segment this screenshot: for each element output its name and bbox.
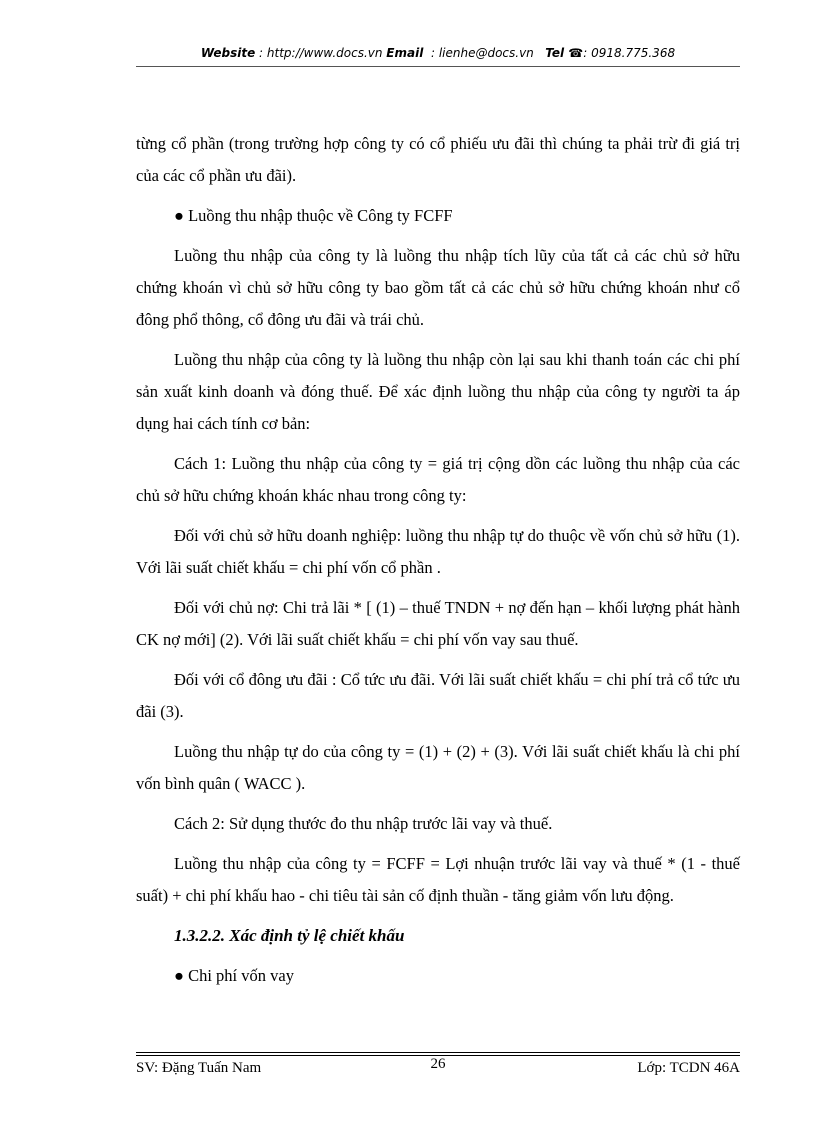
paragraph-3: Luồng thu nhập của công ty là luồng thu nhập còn lại sau khi thanh toán các chi phí sản xuất kinh doanh và đóng thuế. Để xác định luồng thu nhập của công ty người ta áp dụng hai cách tính cơ bản: [136, 350, 740, 433]
tel-label: Tel ☎ [545, 46, 584, 60]
bullet-fcff: ● Luồng thu nhập thuộc về Công ty FCFF [174, 206, 453, 225]
footer-student: SV: Đặng Tuấn Nam [136, 1060, 262, 1076]
footer-divider-top [136, 1052, 740, 1053]
paragraph-4: Cách 1: Luồng thu nhập của công ty = giá trị cộng dồn các luồng thu nhập của các chủ sở hữu chứng khoán khác nhau trong công ty: [136, 454, 740, 505]
paragraph-9: Cách 2: Sử dụng thước đo thu nhập trước lãi vay và thuế. [174, 814, 553, 833]
paragraph-10: Luồng thu nhập của công ty = FCFF = Lợi nhuận trước lãi vay và thuế * (1 - thuế suất) + chi phí khấu hao - chi tiêu tài sản cố định thuần - tăng giảm vốn lưu động. [136, 854, 740, 905]
paragraph-2: Luồng thu nhập của công ty là luồng thu nhập tích lũy của tất cả các chủ sở hữu chứng khoán vì chủ sở hữu công ty bao gồm tất cả các chủ sở hữu chứng khoán như cổ đông phổ thông, cổ đông ưu đãi và trái chủ. [136, 246, 740, 329]
page-header [136, 46, 740, 60]
email-value: : lienhe@docs.vn [423, 46, 546, 60]
document-body [136, 128, 740, 1000]
email-label: Email [386, 46, 424, 60]
website-label: Website [200, 46, 256, 60]
paragraph-7: Đối với cổ đông ưu đãi : Cổ tức ưu đãi. Với lãi suất chiết khấu = chi phí trả cổ tức ưu đãi (3). [136, 670, 740, 721]
footer-class: Lớp: TCDN 46A [637, 1060, 740, 1076]
header-divider [136, 66, 740, 67]
website-value: : http://www.docs.vn [255, 46, 387, 60]
section-heading: 1.3.2.2. Xác định tỷ lệ chiết khấu [174, 926, 405, 945]
page-number: 26 [430, 1056, 446, 1072]
tel-value: : 0918.775.368 [583, 46, 676, 60]
paragraph-8: Luồng thu nhập tự do của công ty = (1) + (2) + (3). Với lãi suất chiết khấu là chi phí vốn bình quân ( WACC ). [136, 742, 740, 793]
bullet-cost-of-debt: ● Chi phí vốn vay [174, 966, 294, 985]
paragraph-1: từng cổ phần (trong trường hợp công ty có cổ phiếu ưu đãi thì chúng ta phải trừ đi giá trị của các cổ phần ưu đãi). [136, 134, 740, 185]
page-footer [136, 1058, 740, 1080]
paragraph-6: Đối với chủ nợ: Chi trả lãi * [ (1) – thuế TNDN + nợ đến hạn – khối lượng phát hành CK nợ mới] (2). Với lãi suất chiết khấu = chi phí vốn vay sau thuế. [136, 598, 740, 649]
paragraph-5: Đối với chủ sở hữu doanh nghiệp: luồng thu nhập tự do thuộc về vốn chủ sở hữu (1). Với lãi suất chiết khấu = chi phí vốn cổ phần . [136, 526, 740, 577]
